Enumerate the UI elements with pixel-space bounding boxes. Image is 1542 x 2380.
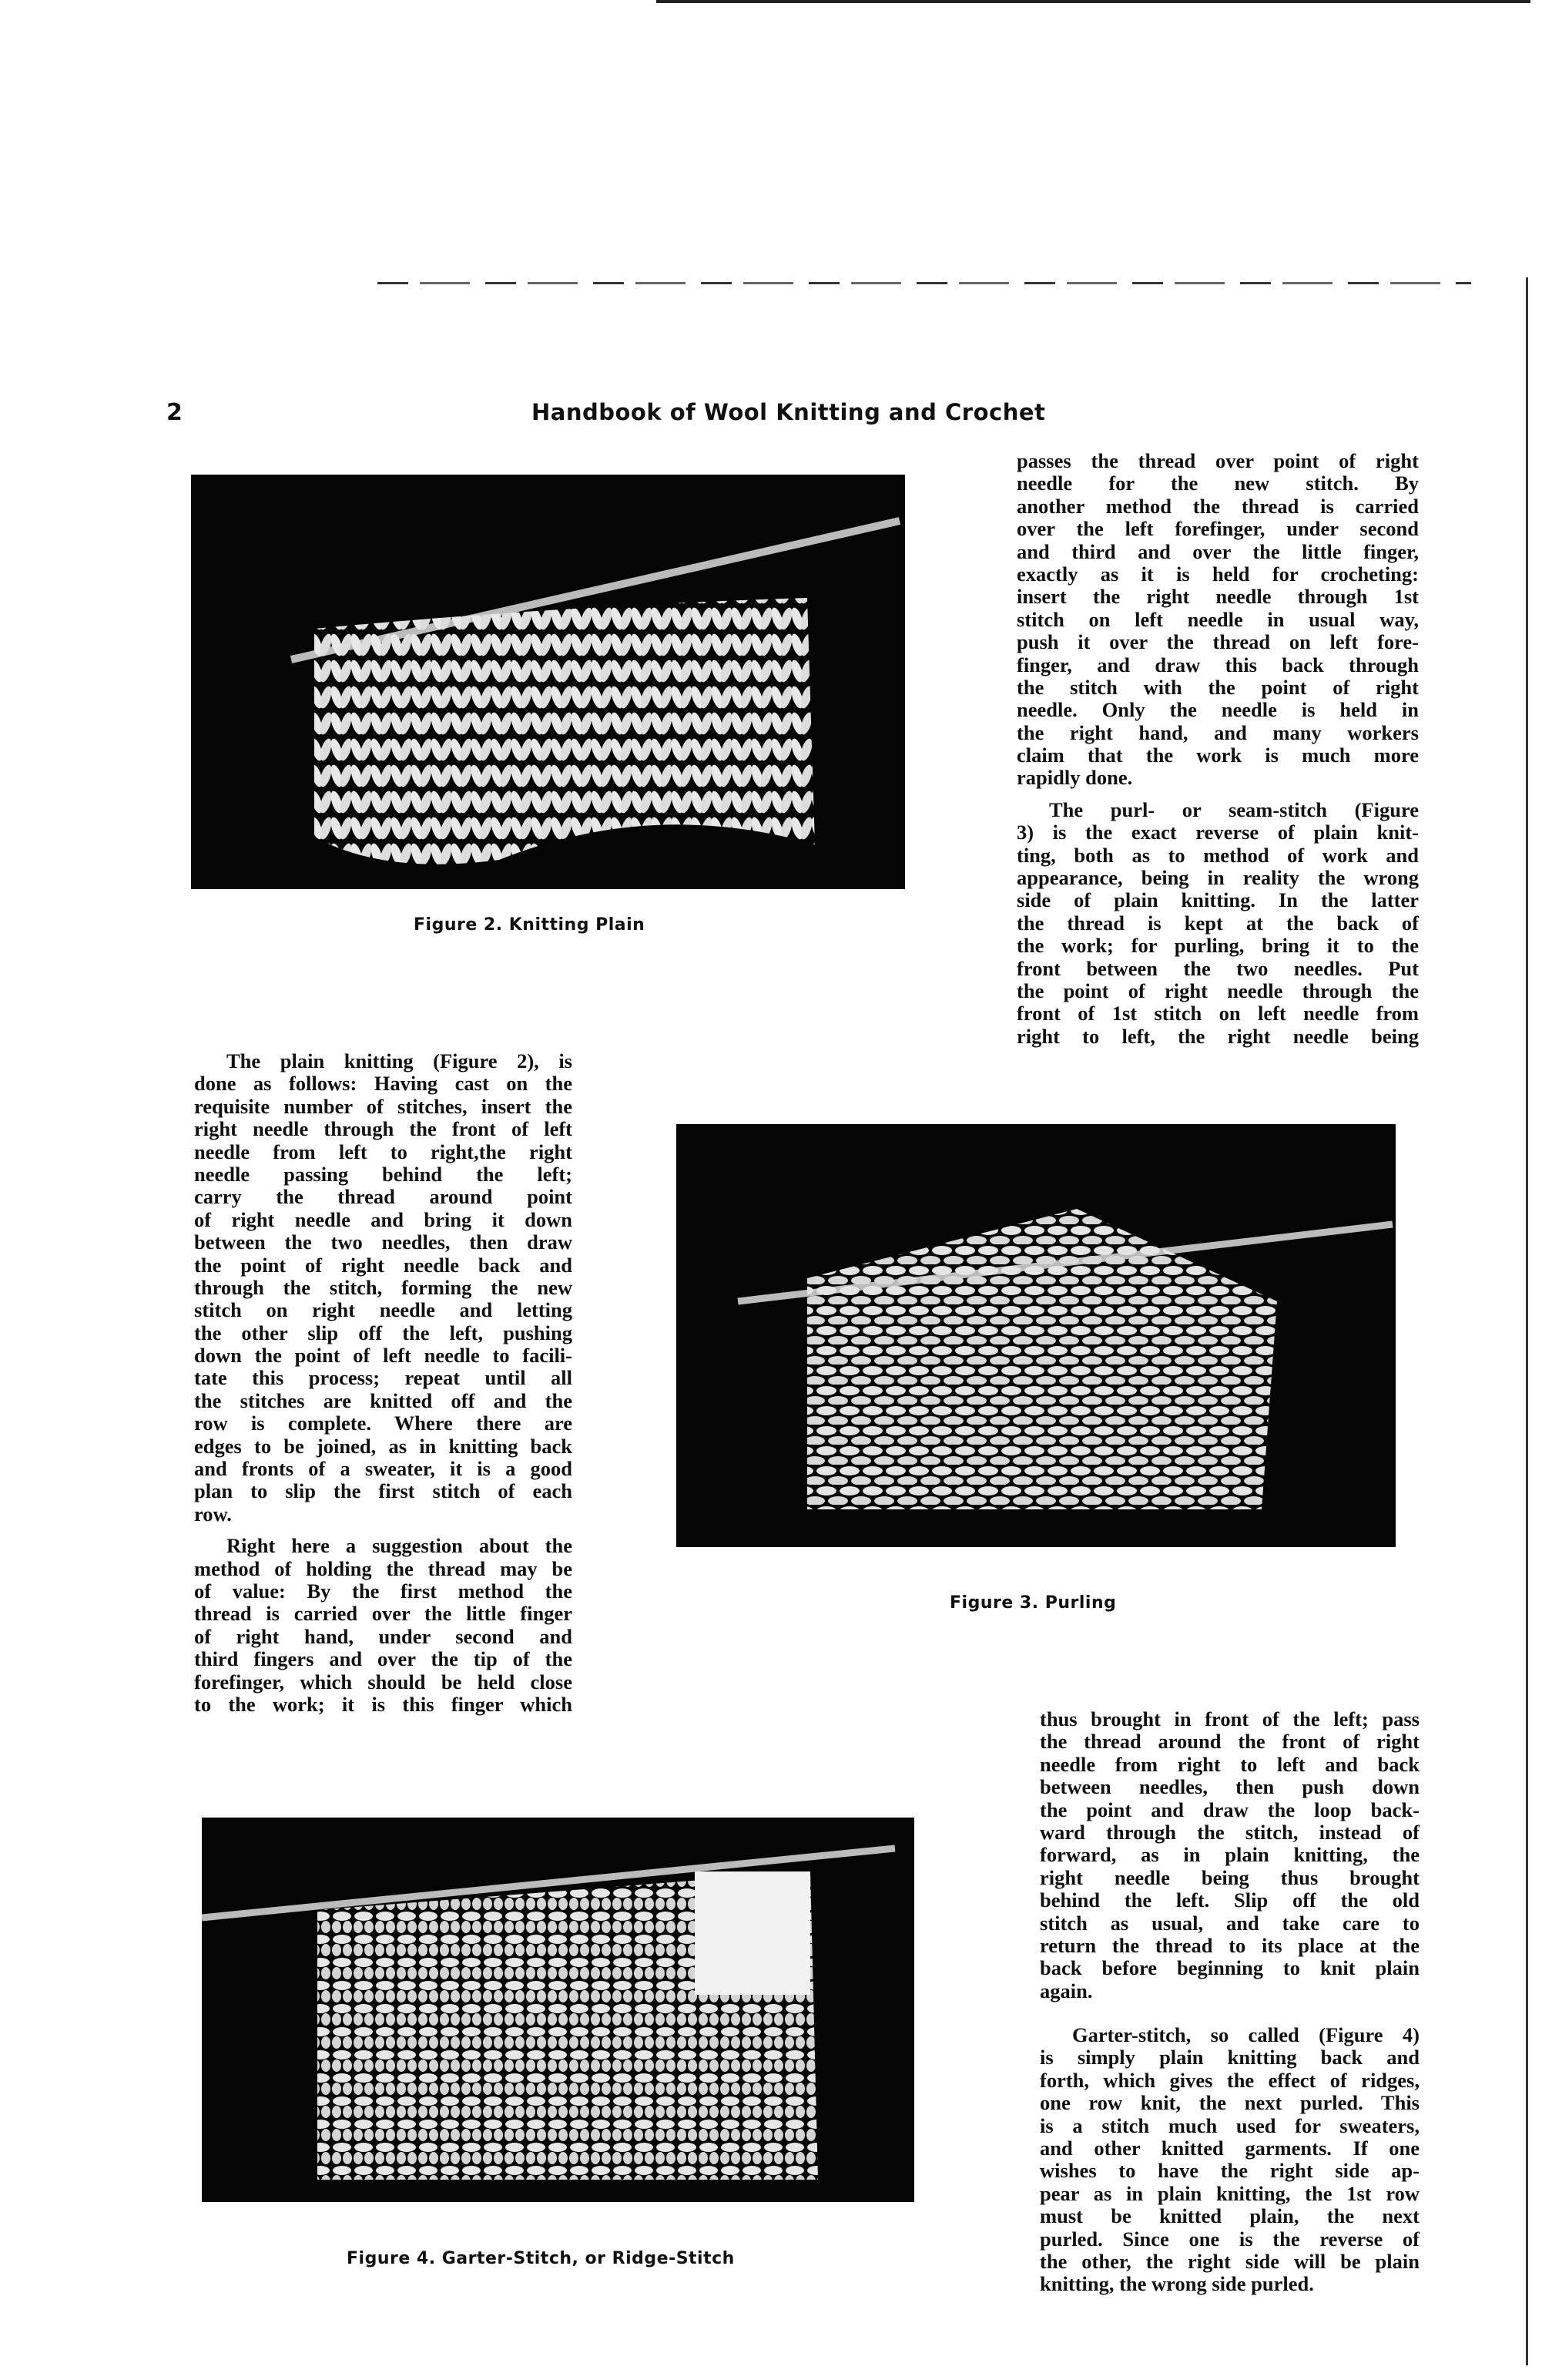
page-number: 2	[166, 399, 183, 426]
paragraph	[1040, 2024, 1420, 2296]
text-line: the point of right needle through the	[1017, 979, 1419, 1002]
text-line: thus brought in front of the left; pass	[1040, 1707, 1420, 1730]
text-line: Right here a suggestion about the	[226, 1534, 572, 1558]
text-line: insert the right needle through 1st	[1017, 585, 1419, 609]
text-line: return the thread to its place at the	[1040, 1933, 1420, 1957]
text-line: behind the left. Slip off the old	[1040, 1888, 1420, 1912]
text-line: and other knitted garments. If one	[1040, 2137, 1420, 2160]
text-line: of right needle and bring it down	[194, 1207, 572, 1231]
text-line: the other, the right side will be plain	[1040, 2249, 1420, 2273]
text-line: third fingers and over the tip of the	[194, 1647, 572, 1671]
figure-3-caption: Figure 3. Purling	[950, 1593, 1117, 1613]
paragraph	[1017, 799, 1419, 1048]
text-line: stitch as usual, and take care to	[1040, 1911, 1420, 1935]
text-line: side of plain knitting. In the latter	[1017, 888, 1419, 912]
text-line: front between the two needles. Put	[1017, 956, 1419, 980]
text-line: back before beginning to knit plain	[1040, 1956, 1420, 1980]
text-line: to the work; it is this finger which	[194, 1692, 572, 1716]
paragraph	[1017, 450, 1419, 790]
figure-2-photo	[191, 475, 905, 889]
text-line: the thread is kept at the back of	[1017, 911, 1419, 935]
text-line: the stitch with the point of right	[1017, 675, 1419, 699]
text-line: right to left, the right needle being	[1017, 1024, 1419, 1048]
paragraph	[194, 1535, 572, 1716]
text-line: the work; for purling, bring it to the	[1017, 934, 1419, 958]
text-line: another method the thread is carried	[1017, 494, 1419, 518]
text-line: and fronts of a sweater, it is a good	[194, 1457, 572, 1481]
text-line: ward through the stitch, instead of	[1040, 1820, 1420, 1844]
text-line: ting, both as to method of work and	[1017, 843, 1419, 867]
text-line: requisite number of stitches, insert the	[194, 1094, 572, 1118]
text-line: down the point of left needle to facili-	[194, 1344, 572, 1368]
paragraph	[194, 1050, 572, 1526]
text-line: of value: By the first method the	[194, 1579, 572, 1603]
paragraph	[1040, 1708, 1420, 2002]
text-line: knitting, the wrong side purled.	[1040, 2272, 1314, 2296]
text-line: the right hand, and many workers	[1017, 720, 1419, 744]
text-line: purled. Since one is the reverse of	[1040, 2227, 1420, 2251]
text-line: of right hand, under second and	[194, 1624, 572, 1648]
text-line: thread is carried over the little finger	[194, 1602, 572, 1626]
right-column-bottom-text	[1040, 1708, 1420, 2296]
text-line: over the left forefinger, under second	[1017, 517, 1419, 541]
text-line: must be knitted plain, the next	[1040, 2204, 1420, 2228]
figure-2-caption: Figure 2. Knitting Plain	[414, 915, 645, 935]
text-line: needle from left to right,the right	[194, 1140, 572, 1163]
text-line: wishes to have the right side ap-	[1040, 2159, 1420, 2183]
text-line: stitch on right needle and letting	[194, 1298, 572, 1322]
text-line: right needle being thus brought	[1040, 1865, 1420, 1889]
text-line: rapidly done.	[1017, 766, 1133, 790]
text-line: needle. Only the needle is held in	[1017, 698, 1419, 722]
text-line: carry the thread around point	[194, 1185, 572, 1209]
text-line: The plain knitting (Figure 2), is	[226, 1049, 572, 1073]
text-line: Garter-stitch, so called (Figure 4)	[1072, 2023, 1420, 2047]
right-edge-line	[1526, 277, 1528, 2365]
figure-4-photo	[202, 1818, 914, 2202]
text-line: is a stitch much used for sweaters,	[1040, 2113, 1420, 2137]
right-column-top-text	[1017, 450, 1419, 1048]
text-line: exactly as it is held for crocheting:	[1017, 562, 1419, 586]
text-line: needle from right to left and back	[1040, 1752, 1420, 1776]
text-line: needle passing behind the left;	[194, 1162, 572, 1186]
text-line: front of 1st stitch on left needle from	[1017, 1002, 1419, 1026]
text-line: through the stitch, forming the new	[194, 1275, 572, 1299]
text-line: needle for the new stitch. By	[1017, 472, 1419, 495]
text-line: finger, and draw this back through	[1017, 653, 1419, 676]
text-line: The purl- or seam-stitch (Figure	[1049, 797, 1419, 821]
text-line: row is complete. Where there are	[194, 1412, 572, 1435]
scan-smudge-line	[377, 282, 1471, 284]
text-line: again.	[1040, 1979, 1093, 2002]
text-line: one row knit, the next purled. This	[1040, 2091, 1420, 2115]
text-line: passes the thread over point of right	[1017, 449, 1419, 472]
text-line: done as follows: Having cast on the	[194, 1072, 572, 1096]
text-line: stitch on left needle in usual way,	[1017, 607, 1419, 631]
figure-4-caption: Figure 4. Garter-Stitch, or Ridge-Stitch	[347, 2249, 735, 2268]
text-line: 3) is the exact reverse of plain knit-	[1017, 821, 1419, 844]
text-line: between needles, then push down	[1040, 1775, 1420, 1799]
text-line: edges to be joined, as in knitting back	[194, 1434, 572, 1458]
figure-3-photo	[676, 1124, 1396, 1547]
text-line: push it over the thread on left fore-	[1017, 630, 1419, 654]
text-line: between the two needles, then draw	[194, 1230, 572, 1254]
text-line: row.	[194, 1502, 232, 1526]
text-line: appearance, being in reality the wrong	[1017, 866, 1419, 890]
text-line: the stitches are knitted off and the	[194, 1388, 572, 1412]
text-line: is simply plain knitting back and	[1040, 2046, 1420, 2069]
text-line: and third and over the little finger,	[1017, 539, 1419, 563]
text-line: method of holding the thread may be	[194, 1556, 572, 1580]
text-line: the point of right needle back and	[194, 1253, 572, 1277]
left-column-text	[194, 1050, 572, 1716]
text-line: tate this process; repeat until all	[194, 1366, 572, 1390]
running-title: Handbook of Wool Knitting and Crochet	[531, 399, 1046, 425]
text-line: right needle through the front of left	[194, 1117, 572, 1141]
text-line: forefinger, which should be held close	[194, 1670, 572, 1694]
text-line: the other slip off the left, pushing	[194, 1321, 572, 1344]
text-line: plan to slip the first stitch of each	[194, 1479, 572, 1503]
text-line: pear as in plain knitting, the 1st row	[1040, 2181, 1420, 2205]
text-line: the thread around the front of right	[1040, 1730, 1420, 1754]
text-line: forth, which gives the effect of ridges,	[1040, 2068, 1420, 2092]
text-line: claim that the work is much more	[1017, 744, 1419, 767]
top-border-line	[656, 0, 1530, 3]
text-line: the point and draw the loop back-	[1040, 1798, 1420, 1821]
text-line: forward, as in plain knitting, the	[1040, 1843, 1420, 1867]
